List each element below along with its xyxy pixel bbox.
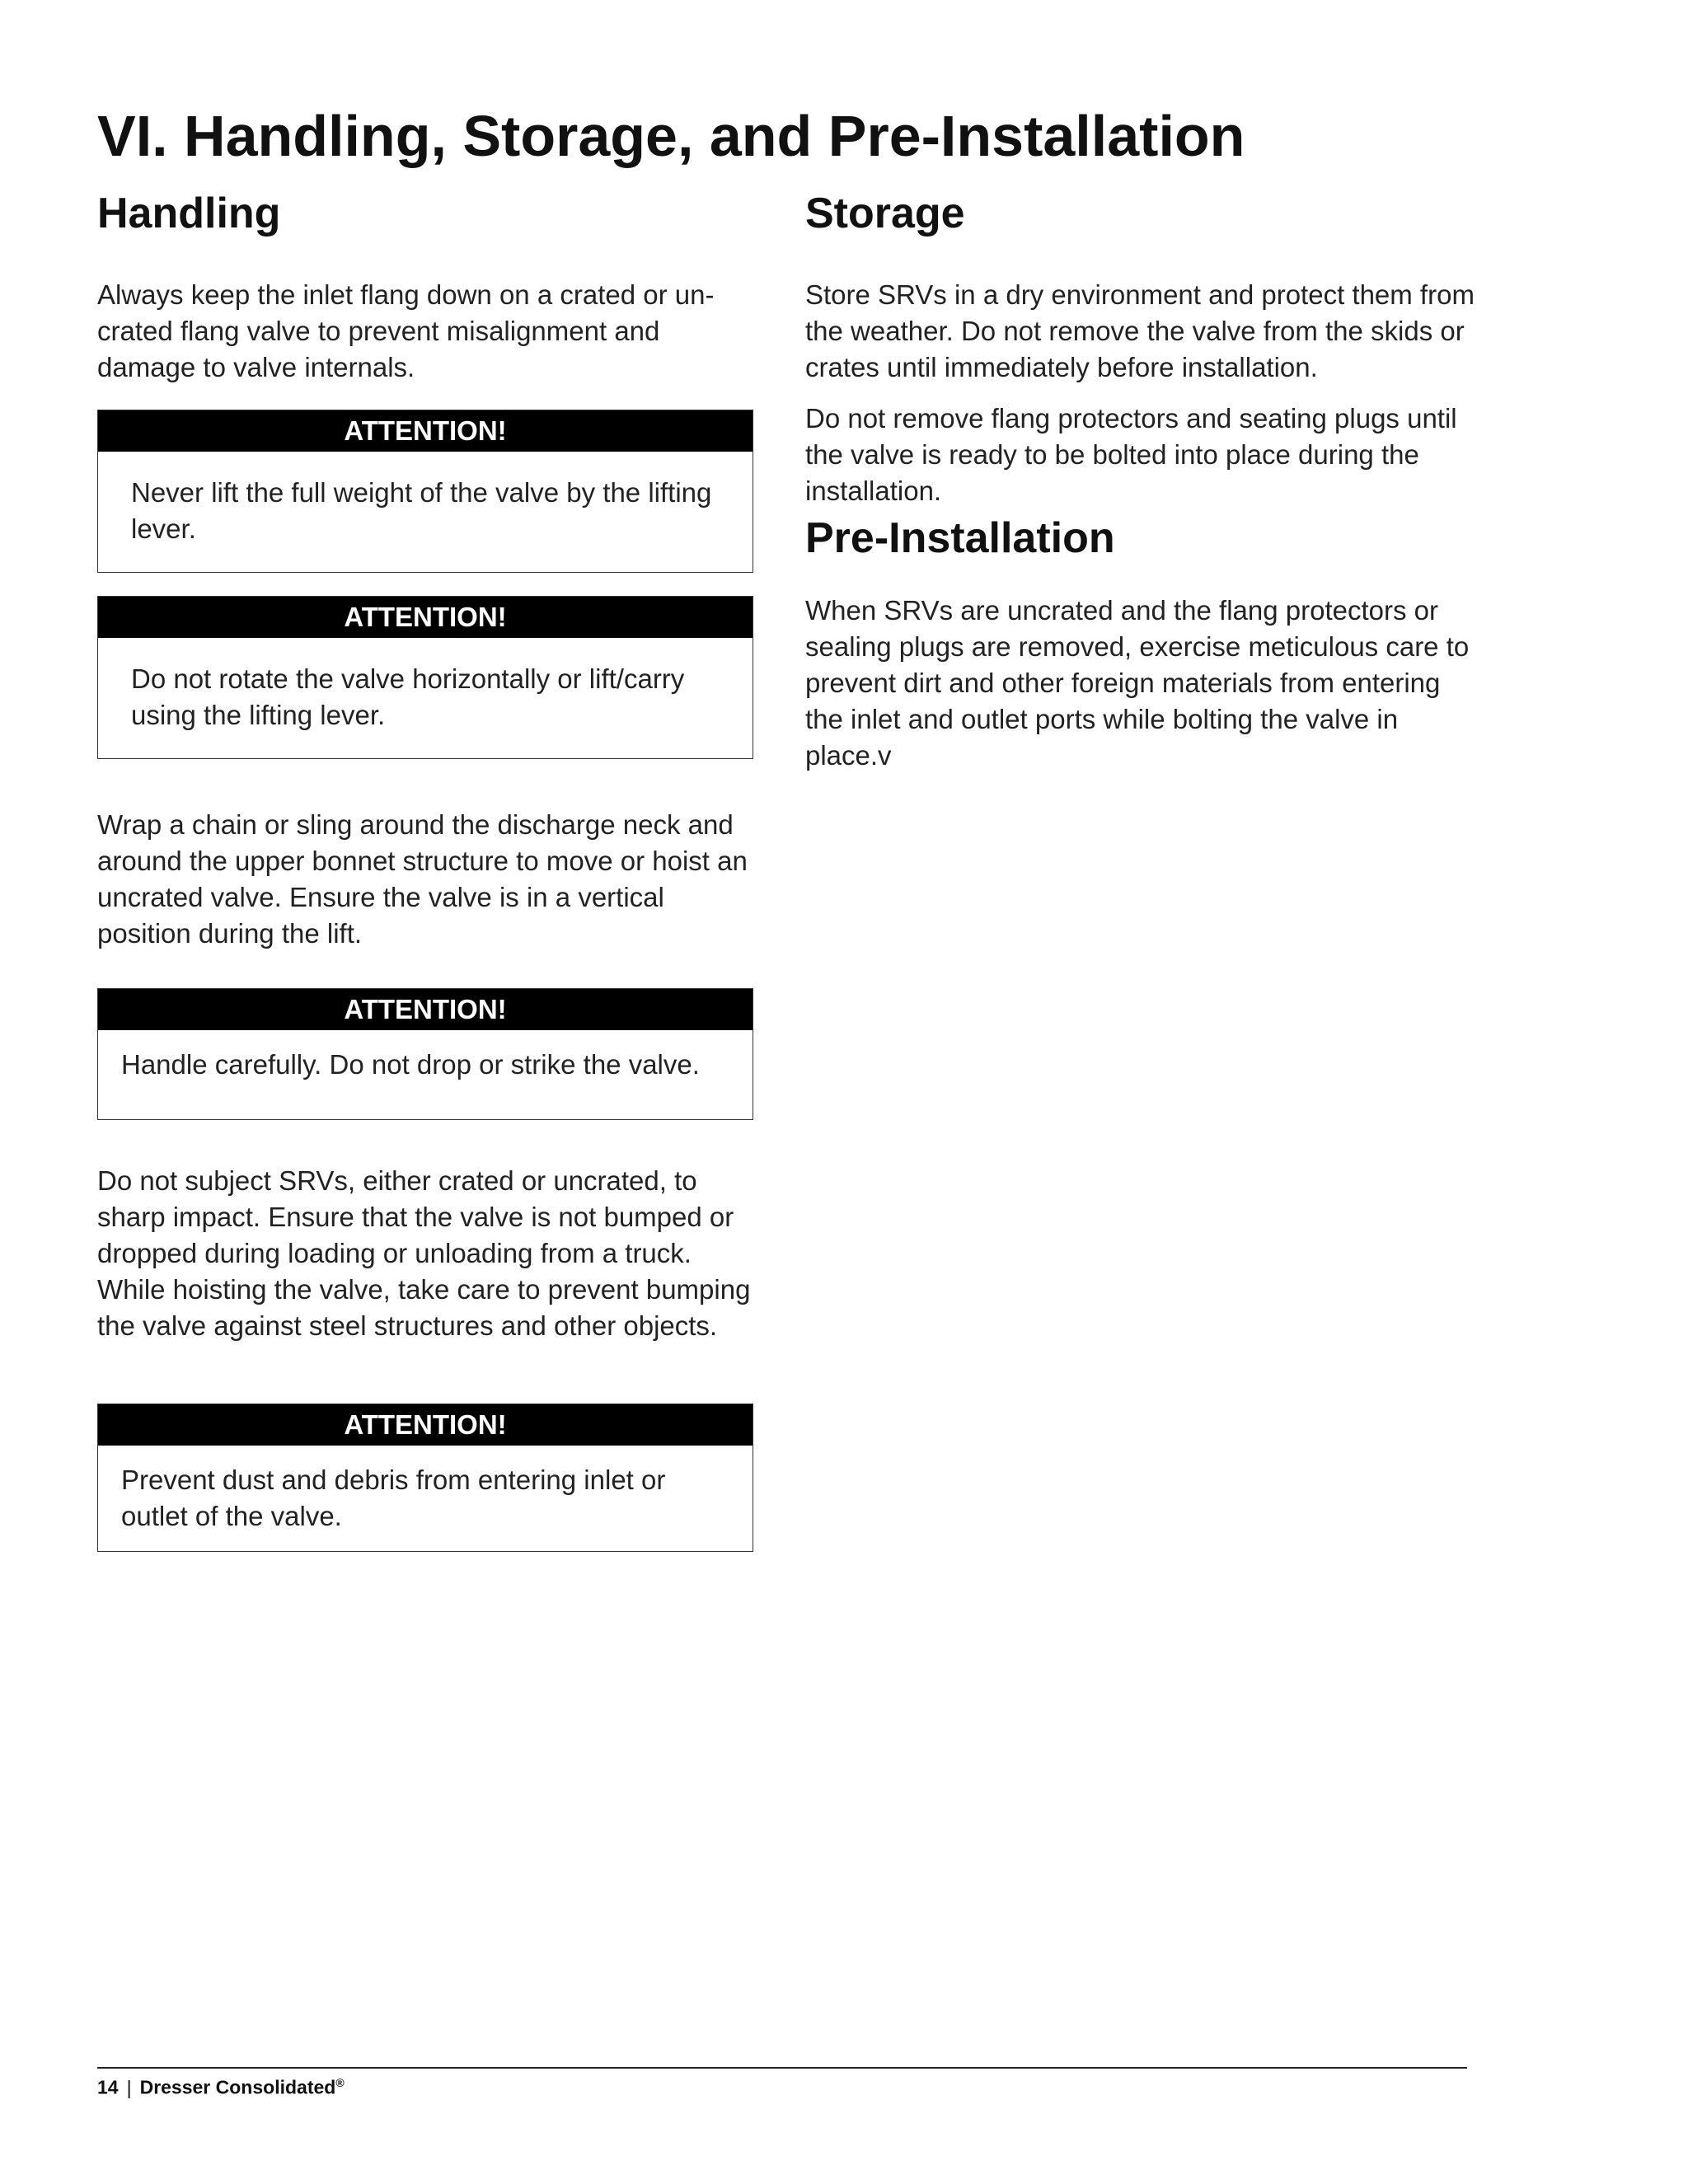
attention-header: ATTENTION! bbox=[98, 1404, 753, 1446]
footer-divider bbox=[97, 2067, 1467, 2069]
storage-paragraph-2: Do not remove flang protectors and seating plugs until the valve is ready to be bolted into place during the installation. bbox=[805, 403, 1457, 507]
attention-header: ATTENTION! bbox=[98, 597, 753, 638]
attention-box-2 bbox=[97, 596, 753, 759]
storage-column bbox=[805, 188, 1481, 774]
pre-installation-paragraph: When SRVs are uncrated and the flang protectors or sealing plugs are removed, exercise meticulous care to prevent dirt and other foreign materials from entering the inlet and outlet ports while bolting the valve in place.v bbox=[805, 594, 1470, 771]
footer-separator: | bbox=[126, 2076, 132, 2098]
handling-paragraph-3: Do not subject SRVs, either crated or uncrated, to sharp impact. Ensure that the valve is not bumped or dropped during loading or unloading from a truck. While hoisting the valve, take care to prevent bumping the valve against steel structures and other objects. bbox=[97, 1165, 751, 1342]
attention-text: Prevent dust and debris from entering inlet or outlet of the valve. bbox=[121, 1465, 666, 1532]
attention-text: Handle carefully. Do not drop or strike the valve. bbox=[121, 1049, 700, 1080]
handling-column bbox=[97, 188, 757, 1552]
storage-paragraph-1: Store SRVs in a dry environment and protect them from the weather. Do not remove the valve from the skids or crates until immediately before installation. bbox=[805, 279, 1475, 383]
attention-box-4 bbox=[97, 1404, 753, 1552]
page-footer bbox=[97, 2076, 345, 2099]
attention-box-3 bbox=[97, 988, 753, 1120]
attention-box-1 bbox=[97, 410, 753, 573]
attention-header: ATTENTION! bbox=[98, 989, 753, 1030]
handling-paragraph-1: Always keep the inlet flang down on a crated or un-crated flang valve to prevent misalignment and damage to valve internals. bbox=[97, 279, 715, 383]
attention-text: Never lift the full weight of the valve by the lifting lever. bbox=[131, 477, 712, 545]
registered-mark: ® bbox=[335, 2076, 345, 2089]
page-title: VI. Handling, Storage, and Pre-Installation bbox=[97, 104, 1245, 168]
handling-heading: Handling bbox=[97, 190, 281, 237]
storage-heading: Storage bbox=[805, 190, 965, 237]
footer-brand: Dresser Consolidated bbox=[139, 2076, 336, 2098]
handling-paragraph-2: Wrap a chain or sling around the discharge neck and around the upper bonnet structure to move or hoist an uncrated valve. Ensure the valve is in a vertical position during the lift. bbox=[97, 809, 748, 949]
page-number: 14 bbox=[97, 2076, 119, 2098]
attention-text: Do not rotate the valve horizontally or lift/carry using the lifting lever. bbox=[131, 663, 685, 731]
attention-header: ATTENTION! bbox=[98, 410, 753, 452]
pre-installation-heading: Pre-Installation bbox=[805, 514, 1115, 563]
